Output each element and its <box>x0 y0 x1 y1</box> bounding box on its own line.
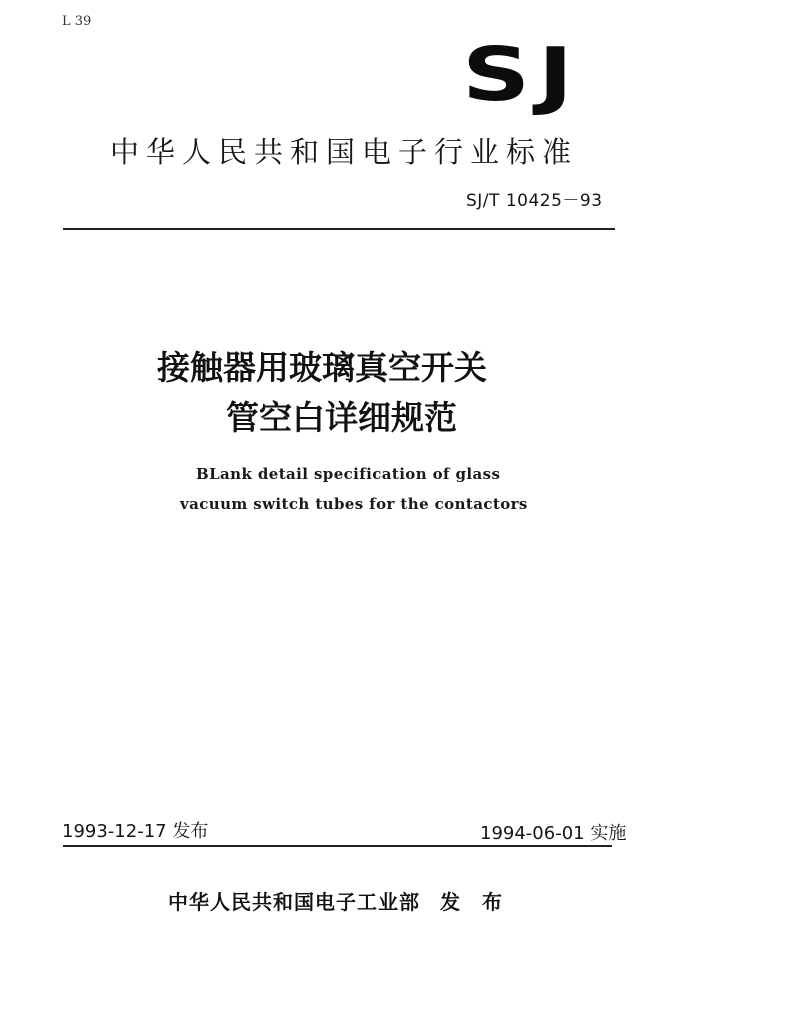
bottom-divider <box>63 845 612 847</box>
english-title-line-1: BLank detail specification of glass <box>196 465 501 483</box>
chinese-title-line-2: 管空白详细规范 <box>226 398 457 437</box>
classification-code: L 39 <box>62 14 92 29</box>
chinese-title-line-1: 接触器用玻璃真空开关 <box>157 348 487 387</box>
publisher-name: 中华人民共和国电子工业部 <box>168 890 420 914</box>
top-divider <box>63 228 615 230</box>
publish-label: 发布 <box>440 890 524 914</box>
implementation-date: 1994-06-01 实施 <box>480 823 627 844</box>
standard-number: SJ/T 10425－93 <box>466 191 603 211</box>
english-title-line-2: vacuum switch tubes for the contactors <box>180 495 528 513</box>
sj-logo: SJ <box>462 32 581 118</box>
standard-body-title: 中华人民共和国电子行业标准 <box>110 135 579 169</box>
issue-date: 1993-12-17 发布 <box>62 821 209 842</box>
